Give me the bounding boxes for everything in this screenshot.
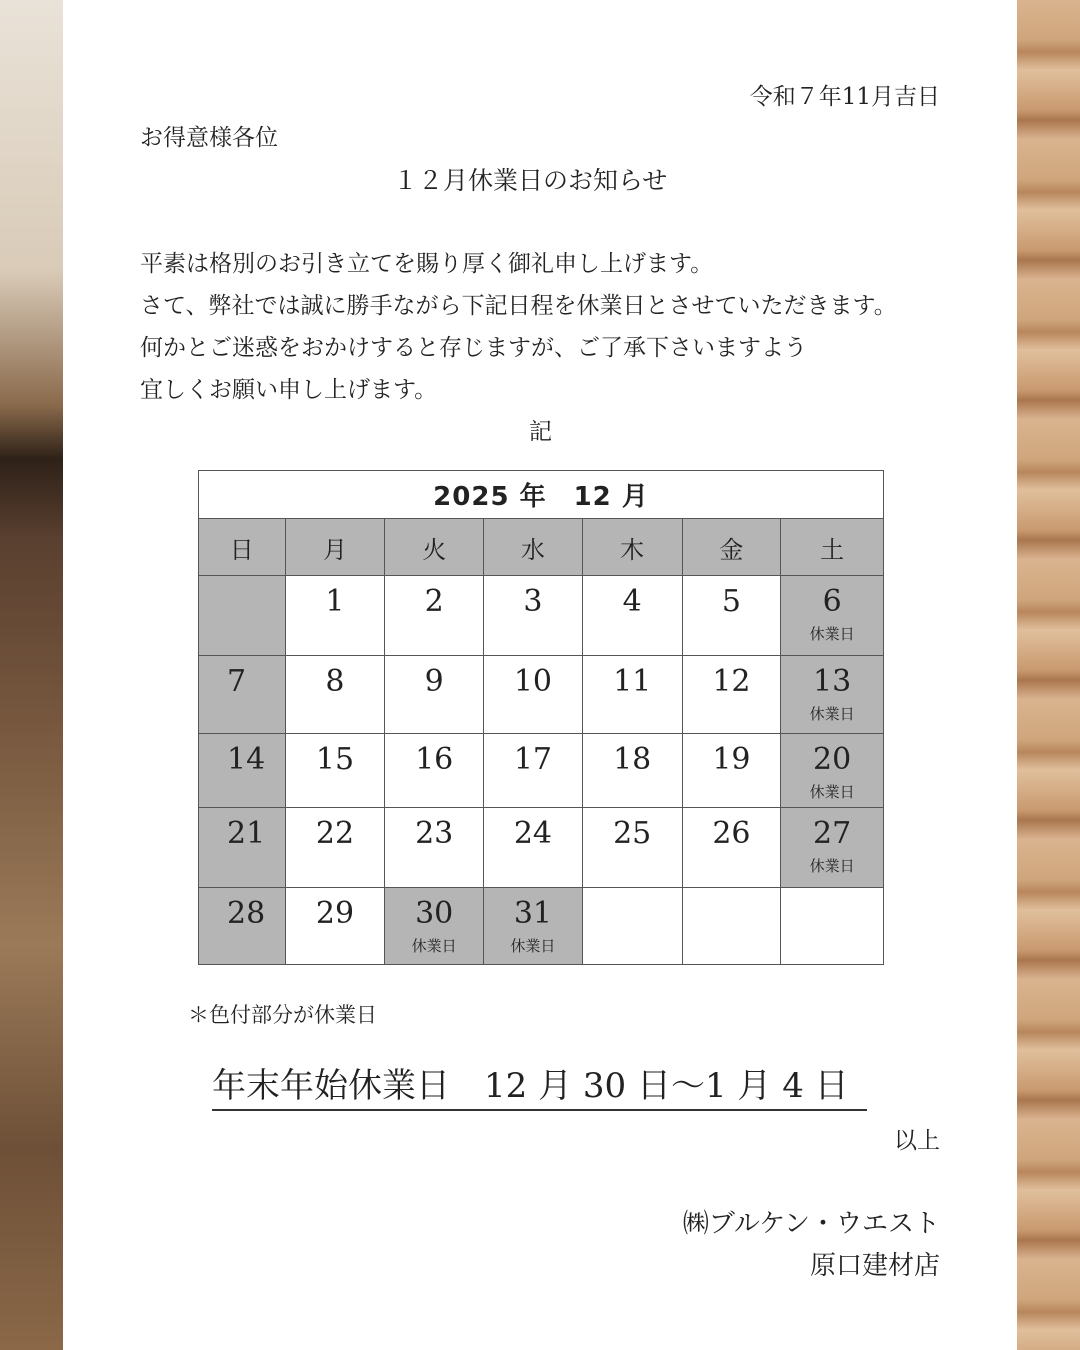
- calendar-day: [385, 576, 484, 655]
- calendar-day: [199, 655, 286, 733]
- day-number: 22: [315, 816, 355, 852]
- body-line: 平素は格別のお引き立てを賜り厚く御礼申し上げます。: [140, 251, 714, 277]
- calendar-week: [199, 655, 884, 733]
- holiday-label: 休業日: [809, 783, 855, 802]
- calendar-week: [199, 887, 884, 964]
- calendar-day: [484, 808, 583, 887]
- day-number: 27: [813, 816, 852, 852]
- calendar-day: [385, 808, 484, 887]
- calendar-day: [385, 734, 484, 808]
- calendar-day: [484, 734, 583, 808]
- weekday-header: 木: [582, 519, 682, 576]
- calendar-day: [781, 887, 884, 964]
- weekday-header: 水: [484, 519, 583, 576]
- weekday-header: 日: [199, 519, 286, 576]
- calendar-day: [682, 576, 781, 655]
- calendar-day: [285, 734, 385, 808]
- weekday-header: 土: [781, 519, 884, 576]
- calendar-day: [484, 655, 583, 733]
- weekday-header: 金: [682, 519, 781, 576]
- calendar-day: [781, 808, 884, 887]
- holiday-label: 休業日: [510, 936, 556, 955]
- day-number: 8: [325, 663, 345, 699]
- calendar-day: [285, 576, 385, 655]
- day-number: 20: [813, 742, 852, 778]
- day-number: 12: [712, 663, 751, 699]
- company-name: ㈱ブルケン・ウエスト: [682, 1209, 940, 1239]
- calendar-day: [199, 734, 286, 808]
- calendar-day: [682, 887, 781, 964]
- day-number: 17: [513, 742, 553, 778]
- ki-heading: 記: [529, 419, 552, 445]
- store-name: 原口建材店: [809, 1251, 940, 1281]
- day-number: 3: [523, 584, 543, 620]
- day-number: 16: [415, 742, 454, 778]
- day-number: 28: [227, 895, 266, 931]
- calendar-day: [582, 734, 682, 808]
- holiday-label: 休業日: [809, 857, 855, 876]
- day-number: 11: [613, 663, 652, 699]
- calendar-day: [385, 655, 484, 733]
- day-number: 5: [721, 584, 741, 620]
- day-number: 15: [315, 742, 355, 778]
- holiday-label: 休業日: [411, 936, 457, 955]
- calendar-day: [582, 887, 682, 964]
- calendar-day: [781, 734, 884, 808]
- calendar-caption: 2025 年 12 月: [199, 471, 884, 519]
- calendar-day: [285, 887, 385, 964]
- day-number: 26: [712, 816, 751, 852]
- notice-title: １２月休業日のお知らせ: [393, 166, 668, 195]
- holiday-label: 休業日: [809, 704, 855, 723]
- calendar-week: [199, 576, 884, 655]
- day-number: 21: [227, 816, 266, 852]
- calendar-day: [199, 887, 286, 964]
- day-number: 4: [622, 584, 642, 620]
- day-number: 1: [325, 584, 345, 620]
- closing: 以上: [894, 1128, 940, 1154]
- day-number: 6: [822, 584, 842, 620]
- weekday-header: 月: [285, 519, 385, 576]
- background-wood-right: [1017, 0, 1080, 1350]
- day-number: 19: [712, 742, 751, 778]
- calendar-day: [484, 576, 583, 655]
- holiday-calendar: [198, 470, 884, 965]
- day-number: 7: [227, 663, 247, 699]
- body-line: 宜しくお願い申し上げます。: [140, 377, 438, 403]
- calendar-day: [285, 808, 385, 887]
- day-number: 10: [513, 663, 553, 699]
- body-line: 何かとご迷惑をおかけすると存じますが、ご了承下さいますよう: [140, 335, 807, 361]
- calendar-day: [781, 576, 884, 655]
- weekday-header: 火: [385, 519, 484, 576]
- color-note: ＊色付部分が休業日: [188, 1003, 377, 1027]
- calendar-day: [682, 808, 781, 887]
- day-number: 31: [513, 895, 553, 931]
- day-number: 29: [315, 895, 355, 931]
- calendar-day: [582, 808, 682, 887]
- calendar-week: [199, 808, 884, 887]
- background-left: [0, 0, 63, 1350]
- calendar-day: [582, 655, 682, 733]
- recipient: お得意様各位: [140, 125, 278, 151]
- day-number: 23: [415, 816, 454, 852]
- day-number: 9: [424, 663, 444, 699]
- issue-date: 令和７年11月吉日: [749, 84, 940, 110]
- calendar-day: [285, 655, 385, 733]
- holiday-label: 休業日: [809, 625, 855, 644]
- calendar-day: [385, 887, 484, 964]
- calendar-day: [199, 808, 286, 887]
- body-line: さて、弊社では誠に勝手ながら下記日程を休業日とさせていただきます。: [140, 293, 897, 319]
- day-number: 24: [513, 816, 553, 852]
- day-number: 14: [227, 742, 266, 778]
- day-number: 25: [613, 816, 652, 852]
- calendar-day: [781, 655, 884, 733]
- calendar-day: [582, 576, 682, 655]
- day-number: 18: [613, 742, 652, 778]
- calendar-week: [199, 734, 884, 808]
- day-number: 13: [813, 663, 852, 699]
- day-number: 2: [424, 584, 444, 620]
- day-number: 30: [415, 895, 454, 931]
- calendar-day: [199, 576, 286, 655]
- calendar-day: [484, 887, 583, 964]
- year-end-holidays: 年末年始休業日 12 月 30 日～1 月 4 日: [212, 1058, 867, 1111]
- calendar-day: [682, 655, 781, 733]
- calendar-day: [682, 734, 781, 808]
